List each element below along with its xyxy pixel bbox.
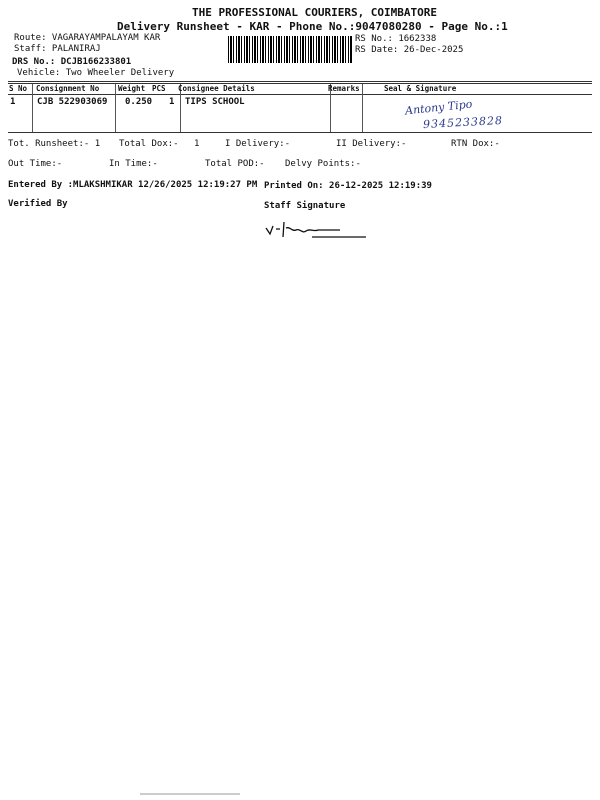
verified-by: Verified By bbox=[8, 199, 68, 209]
total-pod: Total POD:- bbox=[205, 159, 265, 169]
receiver-phone-number: 9345233828 bbox=[422, 113, 504, 132]
rs-date: RS Date: 26-Dec-2025 bbox=[355, 45, 464, 55]
receiver-signature bbox=[405, 98, 473, 118]
route-label: Route: VAGARAYAMPALAYAM KAR bbox=[14, 33, 161, 43]
col-divider bbox=[115, 84, 116, 132]
rtn-dox: RTN Dox:- bbox=[451, 139, 500, 149]
drs-number: DRS No.: DCJB166233801 bbox=[12, 57, 132, 67]
col-header-pcs: PCS bbox=[152, 84, 166, 93]
row-sno: 1 bbox=[10, 97, 16, 107]
staff-signature-scribble bbox=[262, 216, 368, 242]
row-pcs: 1 bbox=[169, 97, 175, 107]
ii-delivery: II Delivery:- bbox=[336, 139, 407, 149]
row-consignment: CJB 522903069 bbox=[37, 97, 108, 107]
tot-runsheet: Tot. Runsheet:- 1 bbox=[8, 139, 101, 149]
staff-label: Staff: PALANIRAJ bbox=[14, 44, 101, 54]
company-title: THE PROFESSIONAL COURIERS, COIMBATORE bbox=[192, 6, 438, 19]
table-top-rule bbox=[8, 81, 592, 82]
out-time: Out Time:- bbox=[8, 159, 63, 169]
col-header-remarks: Remarks bbox=[328, 84, 360, 93]
i-delivery: I Delivery:- bbox=[225, 139, 291, 149]
rs-number: RS No.: 1662338 bbox=[355, 34, 437, 44]
receiver-phone bbox=[423, 114, 504, 131]
col-header-seal: Seal & Signature bbox=[384, 84, 457, 93]
staff-signature-label: Staff Signature bbox=[264, 201, 346, 211]
runsheet-subtitle: Delivery Runsheet - KAR - Phone No.:9047080280 - Page No.:1 bbox=[117, 20, 508, 33]
row-consignee: TIPS SCHOOL bbox=[185, 97, 245, 107]
total-dox-value: 1 bbox=[194, 139, 200, 149]
col-divider bbox=[362, 84, 363, 132]
receiver-signature-name: Antony Tipo bbox=[404, 97, 473, 118]
in-time: In Time:- bbox=[109, 159, 158, 169]
col-header-weight: Weight bbox=[118, 84, 146, 93]
row-weight: 0.250 bbox=[125, 97, 153, 107]
delvy-points: Delvy Points:- bbox=[285, 159, 361, 169]
col-header-sno: S No bbox=[9, 84, 28, 93]
printed-on: Printed On: 26-12-2025 12:19:39 bbox=[264, 181, 432, 191]
barcode bbox=[228, 36, 352, 63]
scan-mark bbox=[140, 793, 240, 795]
vehicle-label: Vehicle: Two Wheeler Delivery bbox=[17, 68, 175, 78]
entered-by: Entered By :MLAKSHMIKAR 12/26/2025 12:19:27 PM bbox=[8, 180, 258, 190]
table-header-rule bbox=[8, 94, 592, 95]
total-dox-label: Total Dox:- bbox=[119, 139, 179, 149]
table-bottom-rule bbox=[8, 132, 592, 133]
col-header-consignment: Consignment No bbox=[36, 84, 100, 93]
col-header-consignee: Consignee Details bbox=[178, 84, 255, 93]
col-divider bbox=[32, 84, 33, 132]
